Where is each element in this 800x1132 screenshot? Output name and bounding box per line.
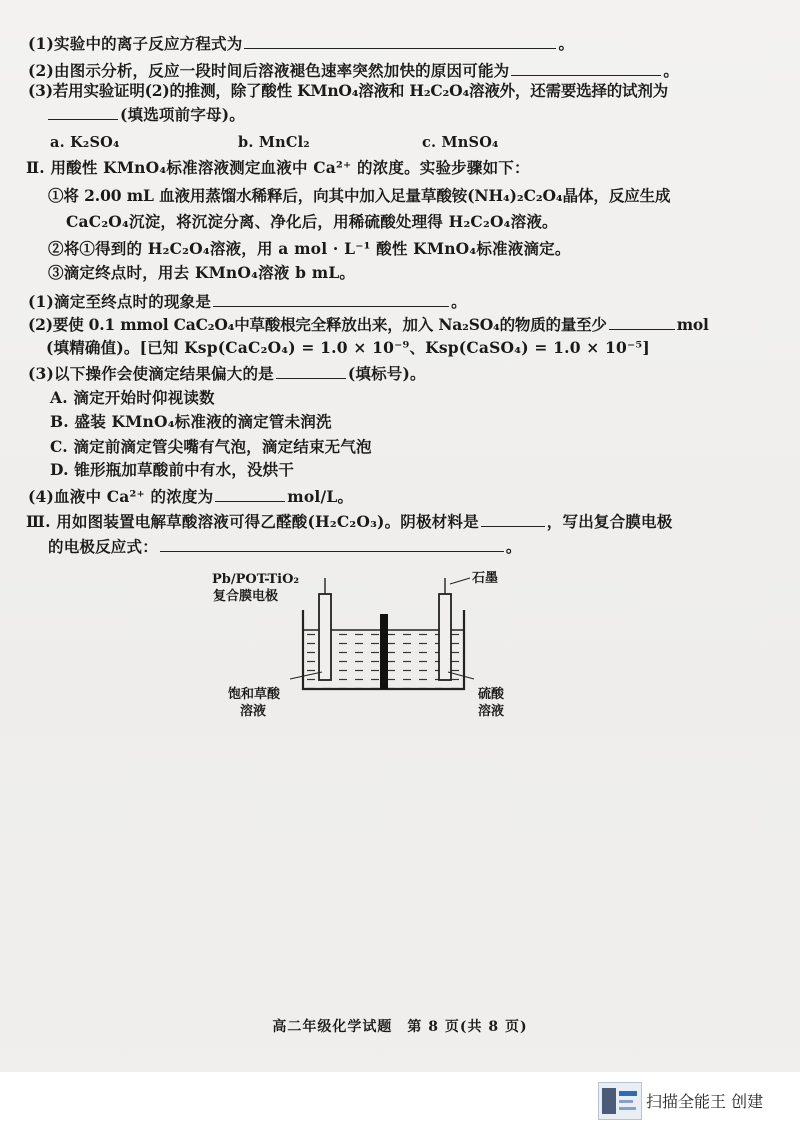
sec2-opt-b: B. 盛装 KMnO₄标准液的滴定管未润洗 [50,412,332,431]
q1-1-line: (1)实验中的离子反应方程式为 。 [28,34,575,53]
membrane-separator [380,614,388,689]
q1-3-text: (3)若用实验证明(2)的推测，除了酸性 KMnO₄溶液和 H₂C₂O₄溶液外，还需要选择的试剂为 [28,81,668,100]
sec2-opt-d: D. 锥形瓶加草酸前中有水，没烘干 [50,460,295,479]
q1-3-cont-line: (填选项前字母)。 [46,103,245,126]
q1-2-text: (2)由图示分析，反应一段时间后溶液褪色速率突然加快的原因可能为 [28,61,510,80]
left-electrode-label: Pb/POT-TiO₂ [212,572,300,587]
leader-line [450,578,470,584]
left-solution-label: 饱和草酸 [228,687,281,702]
step-1a: ①将 2.00 mL 血液用蒸馏水稀释后，向其中加入足量草酸铵(NH₄)₂C₂O₄晶体，反应生成 [48,186,671,205]
q1-2-line: (2)由图示分析，反应一段时间后溶液褪色速率突然加快的原因可能为 。 [28,61,680,80]
left-electrode-label-2: 复合膜电极 [213,589,279,604]
option-b: b. MnCl₂ [238,134,310,151]
right-solution-label: 硫酸 [478,687,505,702]
page-footer: 高二年级化学试题 第 8 页(共 8 页) [272,1019,528,1035]
left-electrode [319,578,331,680]
left-solution-label-2: 溶液 [240,704,267,719]
sec2-opt-a: A. 滴定开始时仰视读数 [50,388,215,407]
step-2: ②将①得到的 H₂C₂O₄溶液，用 a mol · L⁻¹ 酸性 KMnO₄标准液滴定。 [48,239,571,258]
step-1b: CaC₂O₄沉淀，将沉淀分离、净化后，用稀硫酸处理得 H₂C₂O₄溶液。 [66,212,558,231]
section-2-title: Ⅱ. 用酸性 KMnO₄标准溶液测定血液中 Ca²⁺ 的浓度。实验步骤如下： [26,158,530,177]
right-electrode-label: 石墨 [472,571,499,586]
right-solution-label-2: 溶液 [478,704,505,719]
right-electrode [439,578,451,680]
sec2-q2b-line: (填精确值)。[已知 Ksp(CaC₂O₄) = 1.0 × 10⁻⁹、Ksp(CaSO₄) = 1.0 × 10⁻⁵] [46,338,650,357]
scanner-watermark-text: 扫描全能王 创建 [646,1092,764,1111]
step-3: ③滴定终点时，用去 KMnO₄溶液 b mL。 [48,263,356,282]
q1-1-text: (1)实验中的离子反应方程式为 [28,34,243,53]
sec2-opt-c: C. 滴定前滴定管尖嘴有气泡，滴定结束无气泡 [50,437,372,456]
sec3-line-2: 的电极反应式： 。 [48,537,522,556]
scanner-logo-icon [598,1082,642,1120]
sec2-q2-line: (2)要使 0.1 mmol CaC₂O₄中草酸根完全释放出来，加入 Na₂SO₄的物质的量至少 mol [28,315,709,334]
sec2-q4-line: (4)血液中 Ca²⁺ 的浓度为 mol/L。 [28,487,354,506]
option-c: c. MnSO₄ [422,134,499,151]
sec2-q1-line: (1)滴定至终点时的现象是 。 [28,292,467,311]
sec2-q3-line: (3)以下操作会使滴定结果偏大的是 (填标号)。 [28,364,426,383]
option-a: a. K₂SO₄ [50,134,120,151]
sec3-line-1: Ⅲ. 用如图装置电解草酸溶液可得乙醛酸(H₂C₂O₃)。阴极材料是 ，写出复合膜电极 [26,512,673,531]
